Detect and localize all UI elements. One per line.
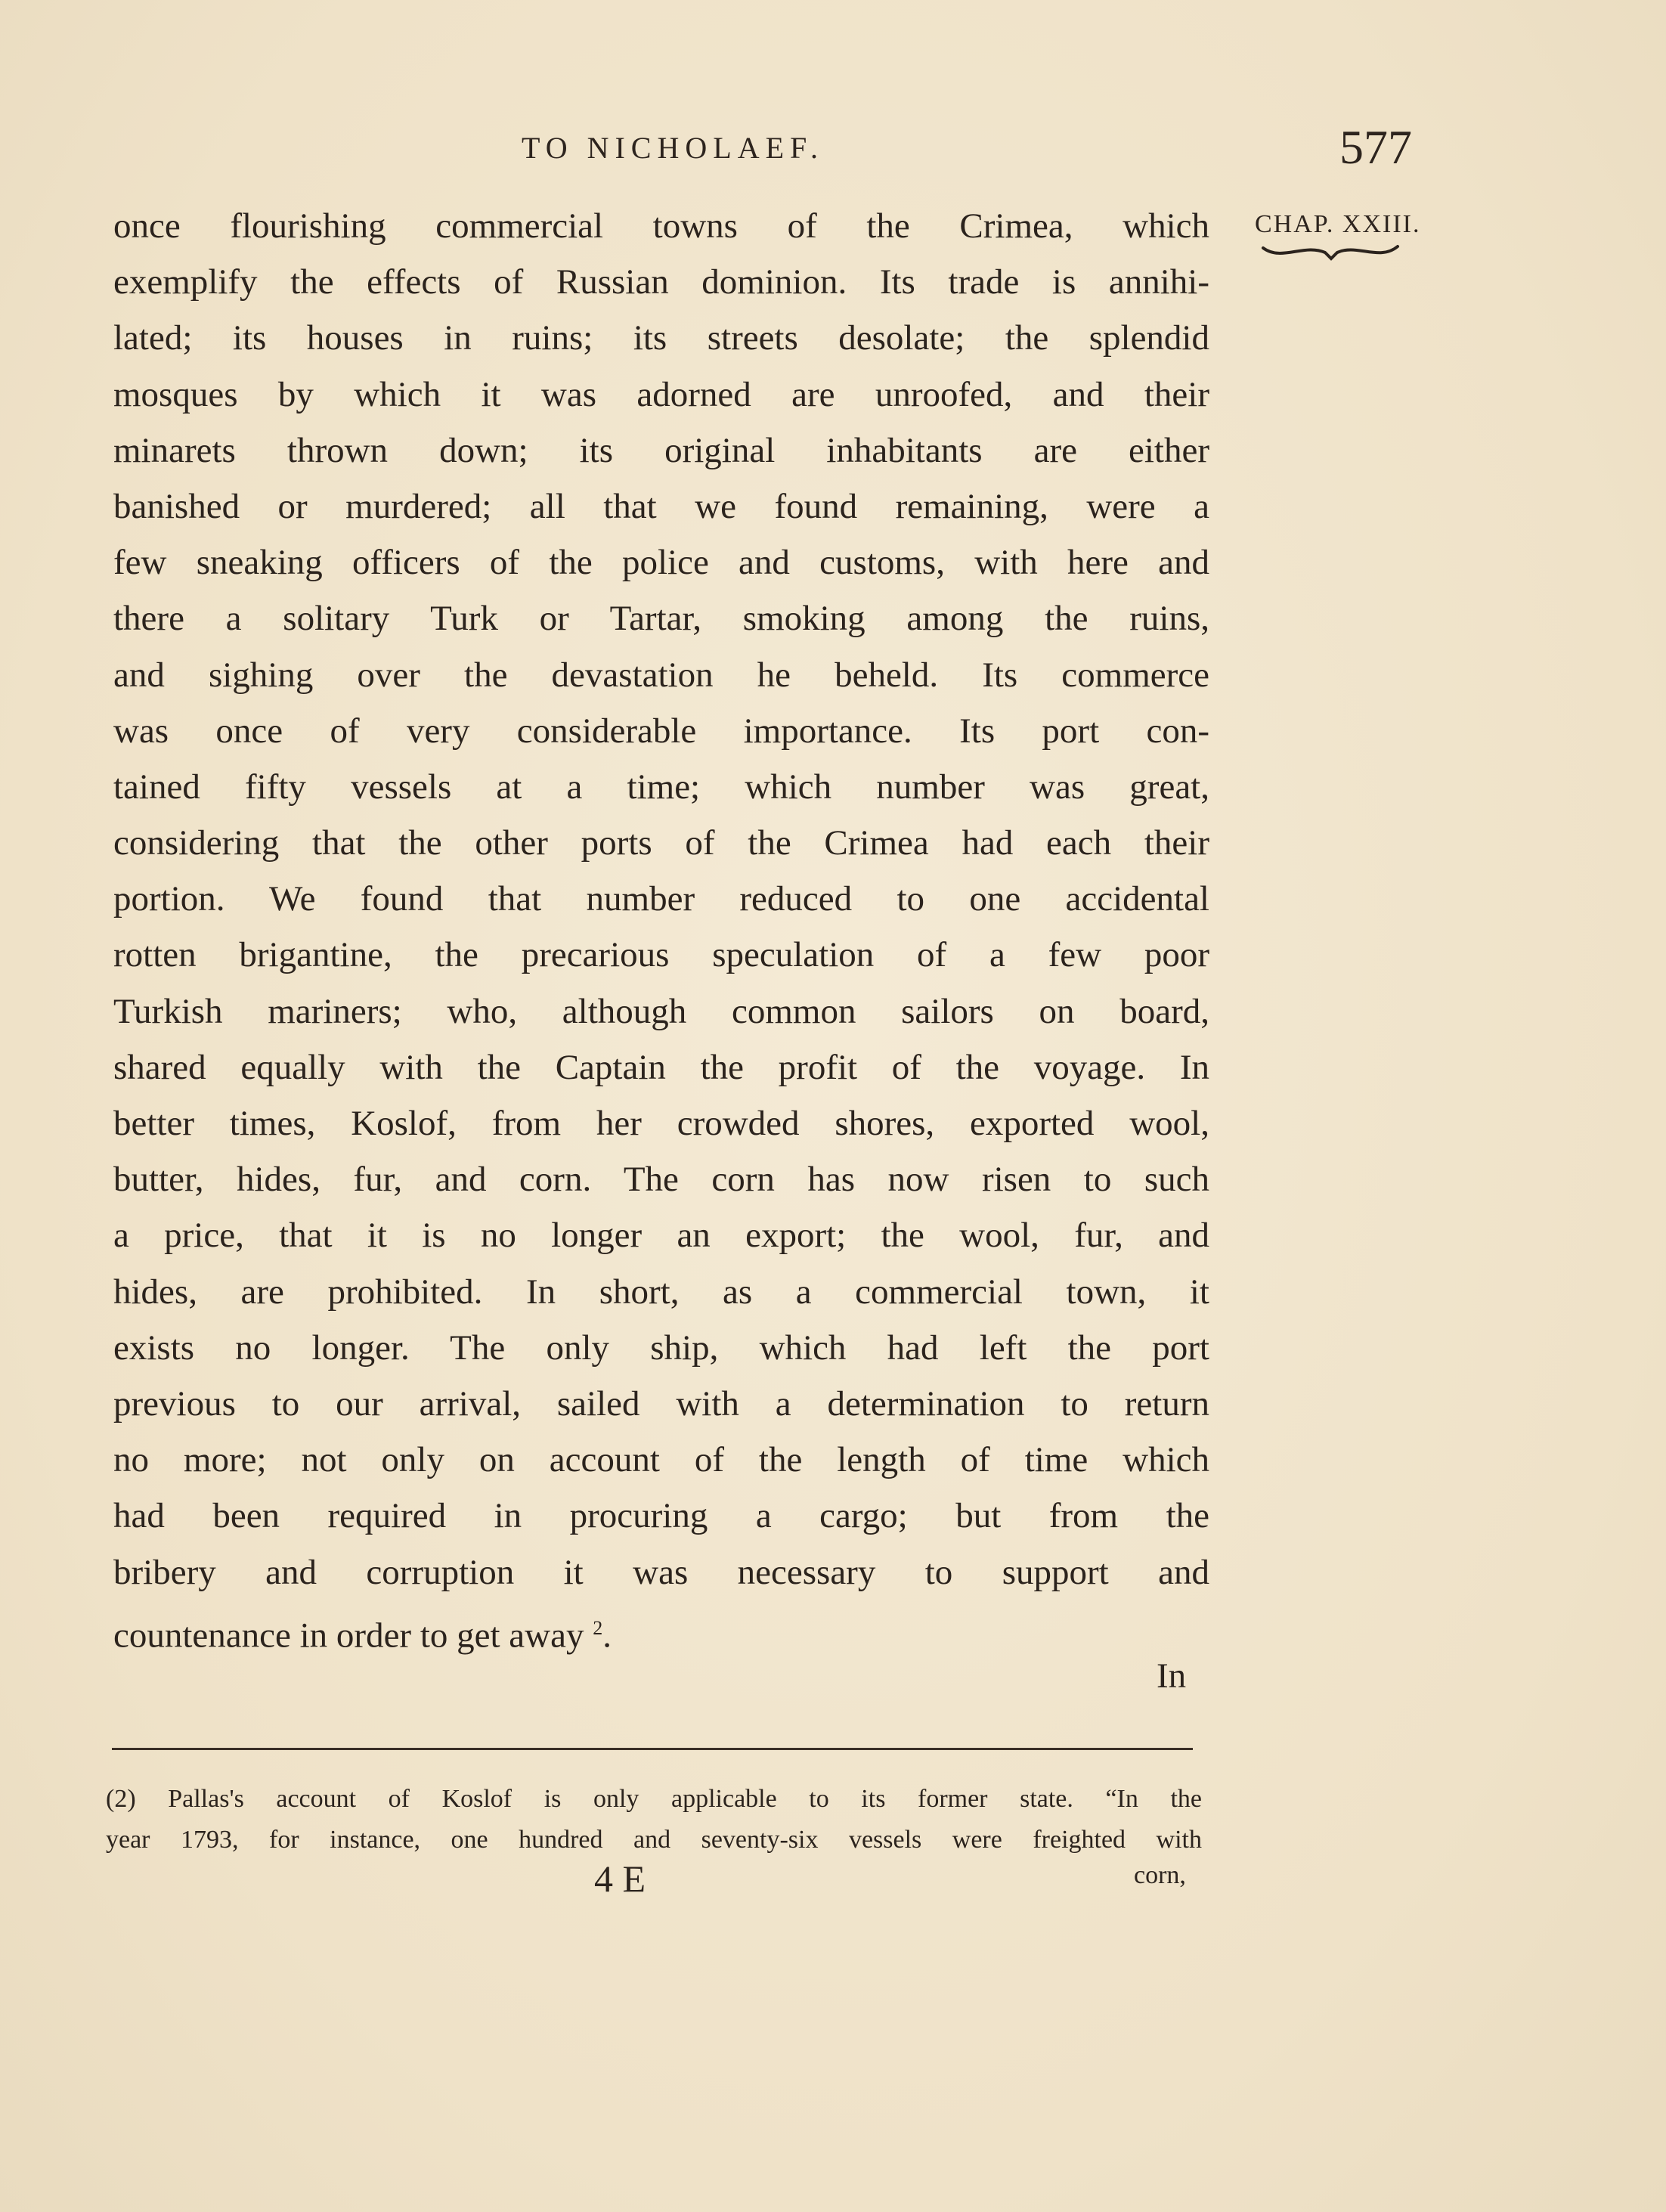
flourish-ornament-icon (1259, 242, 1402, 265)
last-line-text: countenance in order to get away (113, 1616, 584, 1656)
signature-row (0, 1857, 1666, 1907)
body-line: Turkish mariners; who, although common sailors on board, (113, 991, 1209, 1031)
body-line: bribery and corruption it was necessary to support and (113, 1552, 1209, 1592)
footnote-reference: 2 (593, 1616, 603, 1639)
body-line: tained fifty vessels at a time; which number was great, (113, 767, 1209, 807)
body-line: mosques by which it was adorned are unroofed, and their (113, 374, 1209, 414)
body-line: there a solitary Turk or Tartar, smoking among the ruins, (113, 599, 1209, 639)
footnote-line: year 1793, for instance, one hundred and seventy-six vessels were freighted with (106, 1826, 1202, 1854)
footnote-line: (2) Pallas's account of Koslof is only applicable to its former state. “In the (106, 1785, 1202, 1813)
page-number: 577 (1339, 120, 1412, 174)
body-line: was once of very considerable importance. Its port con- (113, 711, 1209, 751)
footnote-catchword: corn, (1134, 1861, 1186, 1889)
body-text (113, 198, 1209, 1656)
body-line: had been required in procuring a cargo; but from the (113, 1496, 1209, 1536)
body-line-last (113, 1600, 1209, 1656)
body-line: butter, hides, fur, and corn. The corn has now risen to such (113, 1160, 1209, 1200)
body-line: hides, are prohibited. In short, as a commercial town, it (113, 1272, 1209, 1312)
body-line: shared equally with the Captain the profit of the voyage. In (113, 1047, 1209, 1087)
signature-mark: 4 E (594, 1857, 646, 1900)
body-line: few sneaking officers of the police and customs, with here and (113, 543, 1209, 583)
catchword: In (1157, 1656, 1187, 1696)
running-head (0, 120, 1666, 174)
body-line: a price, that it is no longer an export; the wool, fur, and (113, 1216, 1209, 1256)
body-line: previous to our arrival, sailed with a determination to return (113, 1383, 1209, 1424)
footnote-rule (112, 1748, 1193, 1750)
body-line: considering that the other ports of the Crimea had each their (113, 823, 1209, 863)
body-line: rotten brigantine, the precarious speculation of a few poor (113, 935, 1209, 975)
chapter-marginal-note (1255, 210, 1421, 265)
body-line: once flourishing commercial towns of the Crimea, which (113, 206, 1209, 246)
footnote (106, 1779, 1202, 1860)
body-line: better times, Koslof, from her crowded shores, exported wool, (113, 1104, 1209, 1143)
body-line: portion. We found that number reduced to one accidental (113, 879, 1209, 919)
body-line: lated; its houses in ruins; its streets desolate; the splendid (113, 318, 1209, 358)
body-line: minarets thrown down; its original inhabitants are either (113, 430, 1209, 470)
body-line: and sighing over the devastation he beheld. Its commerce (113, 655, 1209, 695)
body-line: exists no longer. The only ship, which had left the port (113, 1328, 1209, 1368)
body-line: banished or murdered; all that we found remaining, were a (113, 486, 1209, 526)
body-line: no more; not only on account of the length of time which (113, 1440, 1209, 1480)
running-title: TO NICHOLAEF. (522, 131, 825, 165)
body-line: exemplify the effects of Russian dominion. Its trade is annihi- (113, 262, 1209, 302)
last-line-period: . (602, 1616, 612, 1656)
chapter-label: CHAP. XXIII. (1255, 210, 1421, 238)
